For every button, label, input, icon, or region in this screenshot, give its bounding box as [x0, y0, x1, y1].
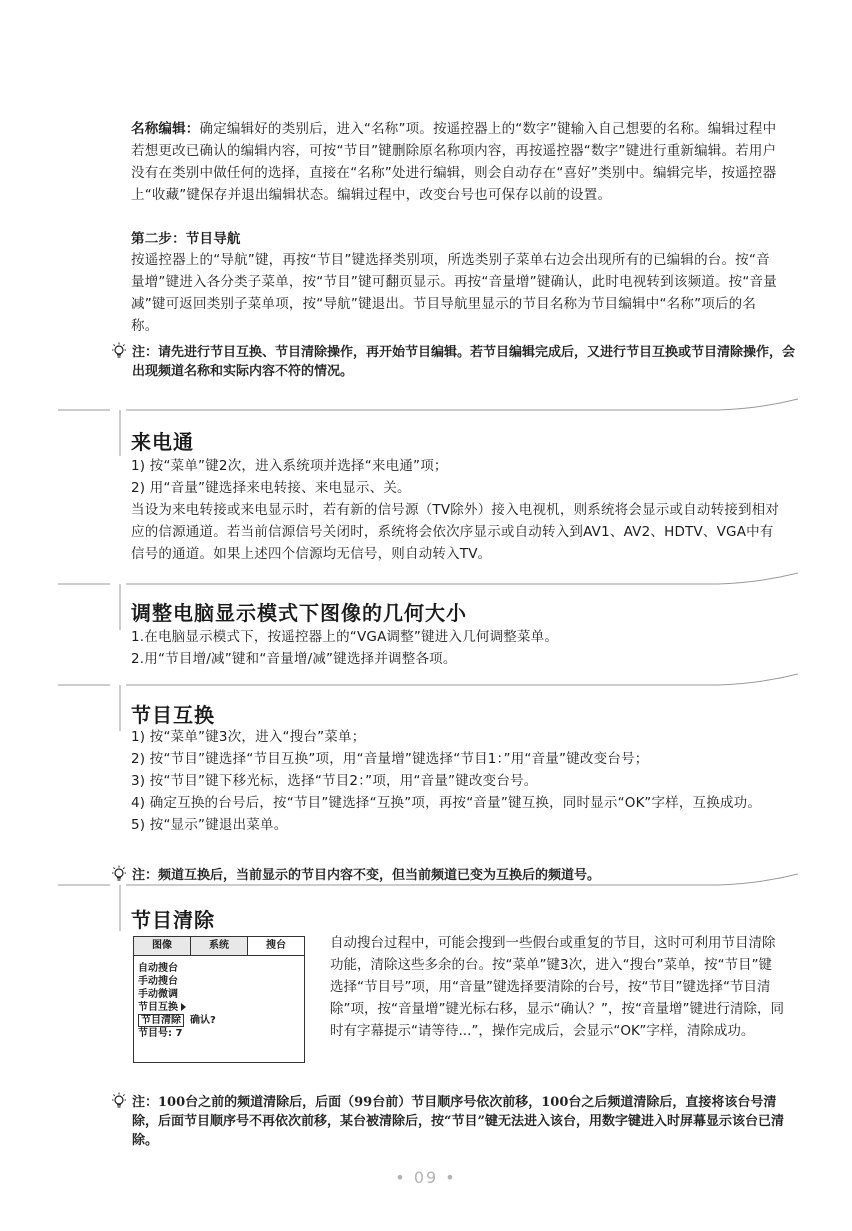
menu-item-selected: 节目清除 确认? [138, 1014, 300, 1027]
menu-tab-picture: 图像 [134, 937, 191, 955]
name-edit-paragraph [131, 118, 783, 206]
menu-item-program: 节目号: 7 [138, 1028, 183, 1039]
section-title-incoming: 来电通 [131, 430, 194, 454]
vga-body: 1.在电脑显示模式下，按遥控器上的“VGA调整”键进入几何调整菜单。 2.用“节目增/减”键和“音量增/减”键选择并调整各项。 [131, 629, 559, 667]
swap-note: 注：频道互换后，当前显示的节目内容不变，但当前频道已变为互换后的频道号。 [110, 866, 800, 885]
lightbulb-icon [110, 1092, 128, 1110]
menu-item: 自动搜台 [138, 963, 178, 974]
clear-note: 注：100台之前的频道清除后，后面（99台前）节目顺序号依次前移，100台之后频道清除后，直接将该台号清除，后面节目顺序号不再依次前移，某台被清除后，按“节目”键无法进入该台，用数字键进入时屏幕显示该台已清除。 [110, 1093, 800, 1150]
menu-tab-system: 系统 [191, 937, 248, 955]
section-title-vga: 调整电脑显示模式下图像的几何大小 [131, 601, 467, 625]
incoming-body: 1) 按“菜单”键2次，进入系统项并选择“来电通”项； 2) 用“音量”键选择来电转接、来电显示、关。 当设为来电转接或来电显示时，若有新的信号源（TV除外）接入电视机，则系统将会显示或自动转接到相对应的信源通道。若当前信源信号关闭时，系统将会依次序显示或自动转入到AV1、AV2、HDTV、VGA中有信号的通道。如果上述四个信源均无信号，则自动转入TV。 [131, 458, 780, 562]
menu-tabs [134, 937, 304, 956]
lightbulb-icon [110, 342, 128, 360]
menu-tab-search: 搜台 [248, 937, 304, 955]
section-title-clear: 节目清除 [131, 908, 215, 932]
page-number: • 09 • [395, 1168, 457, 1187]
name-edit-label: 名称编辑： [131, 121, 200, 137]
name-edit-text: 确定编辑好的类别后，进入“名称”项。按遥控器上的“数字”键输入自己想要的名称。编辑过程中若想更改已确认的编辑内容，可按“节目”键删除原名称项内容，再按遥控器“数字”键进行重新编辑。若用户没有在类别中做任何的选择，直接在“名称”处进行编辑，则会自动存在“喜好”类别中。编辑完毕，按遥控器上“收藏”键保存并退出编辑状态。编辑过程中，改变台号也可保存以前的设置。 [131, 121, 777, 203]
menu-list [134, 956, 304, 1040]
step2-title: 第二步：节目导航 [131, 231, 241, 247]
tv-menu-illustration [133, 936, 305, 1063]
intro-note: 注：请先进行节目互换、节目清除操作，再开始节目编辑。若节目编辑完成后，又进行节目互换或节目清除操作，会出现频道名称和实际内容不符的情况。 [110, 343, 800, 381]
menu-item: 手动搜台 [138, 976, 178, 987]
clear-body: 自动搜台过程中，可能会搜到一些假台或重复的节目，这时可利用节目清除功能，清除这些多余的台。按“菜单”键3次，进入“搜台”菜单，按“节目”键选择“节目号”项，用“音量”键选择要清除的台号，按“节目”键选择“节目清除”项，按“音量增”键光标右移，显示“确认？”，按“音量增”键进行清除，同时有字幕提示“请等待...”，操作完成后，会显示“OK”字样，清除成功。 [330, 935, 784, 1039]
section-title-swap: 节目互换 [131, 703, 215, 727]
swap-body: 1) 按“菜单”键3次，进入“搜台”菜单； 2) 按“节目”键选择“节目互换”项，用“音量增”键选择“节目1：”用“音量”键改变台号； 3) 按“节目”键下移光标，选择“节目2：”项，用“音量”键改变台号。 4) 确定互换的台号后，按“节目”键选择“互换”项，再按“音量”键互换，同时显示“OK”字样，互换成功。 5) 按“显示”键退出菜单。 [131, 729, 762, 833]
menu-item: 节目互换 [138, 1001, 300, 1014]
menu-item: 手动微调 [138, 989, 178, 1000]
play-arrow-icon [181, 1003, 186, 1011]
step2-paragraph: 按遥控器上的“导航”键，再按“节目”键选择类别项，所选类别子菜单右边会出现所有的已编辑的台。按“音量增”键进入各分类子菜单，按“节目”键可翻页显示。再按“音量增”键确认，此时电视转到该频道。按“音量减”键可返回类别子菜单项，按“导航”键退出。节目导航里显示的节目名称为节目编辑中“名称”项后的名称。 [131, 252, 777, 334]
